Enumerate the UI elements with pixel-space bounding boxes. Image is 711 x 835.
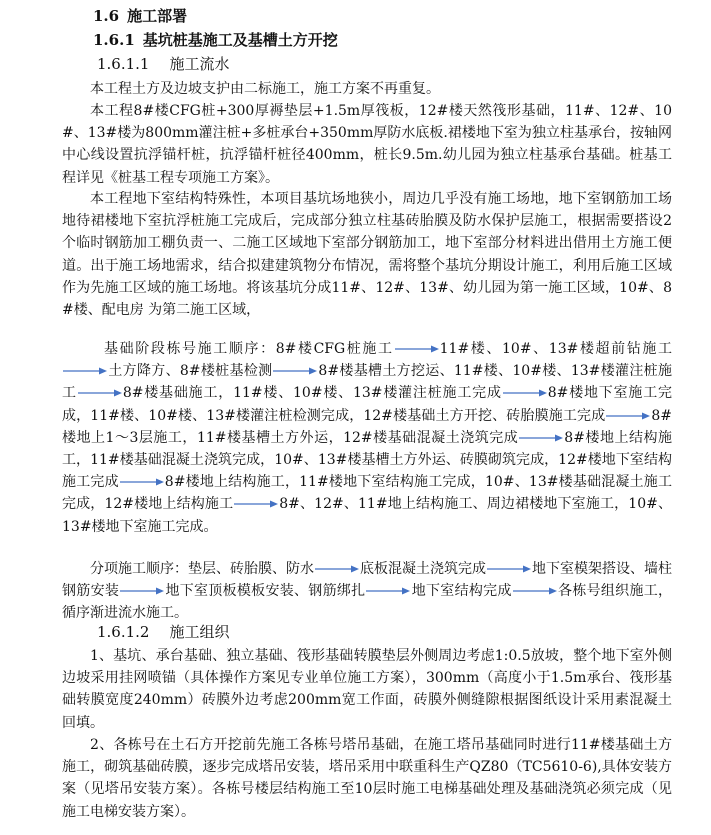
section-title: 施工部署 <box>127 7 188 25</box>
right-arrow-icon <box>63 366 107 376</box>
right-arrow-icon <box>315 564 359 574</box>
sequence-step: 地下室顶板模板安装、钢筋绑扎 <box>165 583 366 600</box>
paragraph-slope-support <box>62 645 672 734</box>
section-heading <box>93 6 187 26</box>
sequence-step: 8#楼基槽土方挖运、11#楼、10#楼、13#楼灌注桩施工 <box>62 363 672 402</box>
sequence-step: 8#楼地下室施工完成，11#楼、10#楼、13#楼灌注桩检测完成，12#楼基础土方开挖、砖胎膜施工完成 <box>62 385 673 424</box>
subsubsection-heading-flow <box>97 54 230 74</box>
sequence-step: 土方降方、8#楼桩基检测 <box>108 363 273 380</box>
sequence-step: 8#楼基础施工，11#楼、10#楼、13#楼灌注桩施工完成 <box>122 385 502 402</box>
right-arrow-icon <box>513 586 557 596</box>
subsubsection-number: 1.6.1.2 <box>97 623 150 641</box>
right-arrow-icon <box>487 564 531 574</box>
paragraph-item-sequence <box>62 558 672 625</box>
paragraph-site-zoning <box>62 188 672 321</box>
paragraph-earthwork-note <box>62 78 672 100</box>
sequence-step: 8#楼地上1～3层施工，11#楼基槽土方外运，12#楼基础混凝土浇筑完成 <box>62 407 672 446</box>
subsection-heading <box>93 30 338 50</box>
right-arrow-icon <box>606 411 650 421</box>
paragraph-text: 1、基坑、承台基础、独立基础、筏形基础转膜垫层外侧周边考虑1:0.5放坡，整个地下室外侧边坡采用挂网喷锚（具体操作方案见专业单位施工方案），300mm（高度小于1.5m承台、筏形基础转膜宽度240mm）砖膜外边考虑200mm宽工作面，砖膜外侧缝隙根据图纸设计采用素混凝土回填。 <box>62 648 672 731</box>
right-arrow-icon <box>120 586 164 596</box>
sequence-step: 分项施工顺序：垫层、砖胎膜、防水 <box>90 561 314 577</box>
right-arrow-icon <box>78 388 122 398</box>
subsubsection-title: 施工组织 <box>169 623 230 641</box>
subsubsection-number: 1.6.1.1 <box>97 55 150 73</box>
right-arrow-icon <box>395 344 439 354</box>
right-arrow-icon <box>503 388 547 398</box>
subsection-title: 基坑桩基施工及基槽土方开挖 <box>142 31 338 49</box>
right-arrow-icon <box>273 366 317 376</box>
paragraph-tower-crane <box>62 734 672 823</box>
right-arrow-icon <box>120 477 164 487</box>
sequence-step: 各栋号组织施工，循序渐进流水施工。 <box>62 583 673 622</box>
sequence-step: 11#楼、10#、13#楼超前钻施工 <box>439 341 672 357</box>
paragraph-text: 本工程8#楼CFG桩+300厚褥垫层+1.5m厚筏板，12#楼天然筏形基础，11#、12#、10#、13#楼为800mm灌注桩+多桩承台+350mm厚防水底板.裙楼地下室为独立柱基承台，按轴网中心线设置抗浮锚杆桩，抗浮锚杆桩径400mm，桩长9.5m.幼儿园为独立柱基承台基础。桩基工程详见《桩基工程专项施工方案》。 <box>62 103 672 186</box>
subsection-number: 1.6.1 <box>93 31 135 49</box>
sequence-step: 地下室模架搭设、墙柱钢筋安装 <box>62 561 672 600</box>
subsubsection-heading-organization <box>97 622 230 642</box>
sequence-step: 8#、12#、11#地上结构施工、周边裙楼地下室施工，10#、13#楼地下室施工完成。 <box>62 496 672 535</box>
sequence-step: 地下室结构完成 <box>411 583 512 600</box>
sequence-step: 8#楼地上结构施工，11#楼地下室结构施工完成，10#、13#楼基础混凝土施工完成，12#楼地上结构施工 <box>62 474 673 513</box>
right-arrow-icon <box>519 433 563 443</box>
paragraph-text: 2、各栋号在土石方开挖前先施工各栋号塔吊基础，在施工塔吊基础同时进行11#楼基础土方施工，砌筑基础砖膜，逐步完成塔吊安装，塔吊采用中联重科生产QZ80（TC5610-6),具体安装方案（见塔吊安装方案）。各栋号楼层结构施工至10层时施工电梯基础处理及基础浇筑必须完成（见施工电梯安装方案）。 <box>62 737 672 820</box>
paragraph-foundation-types <box>62 100 672 189</box>
paragraph-building-sequence <box>62 338 672 538</box>
section-number: 1.6 <box>93 7 120 25</box>
right-arrow-icon <box>366 586 410 596</box>
paragraph-text: 本工程土方及边坡支护由二标施工，施工方案不再重复。 <box>90 81 440 97</box>
sequence-step: 基础阶段栋号施工顺序：8#楼CFG桩施工 <box>104 341 394 357</box>
subsubsection-title: 施工流水 <box>169 55 230 73</box>
sequence-step: 底板混凝土浇筑完成 <box>360 561 486 577</box>
paragraph-text: 本工程地下室结构特殊性，本项目基坑场地狭小，周边几乎没有施工场地，地下室钢筋加工场地待裙楼地下室抗浮桩施工完成后，完成部分独立柱基砖胎膜及防水保护层施工，根据需要搭设2个临时钢筋加工棚负责一、二施工区域地下室部分钢筋加工，地下室部分材料进出借用土方施工便道。出于施工场地需求，结合拟建建筑物分布情况，需将整个基坑分期设计施工，利用后施工区域作为先施工区域的施工场地。将该基坑分成11#、12#、13#、幼儿园为第一施工区域，10#、8#楼、配电房 为第二施工区域， <box>62 191 672 319</box>
right-arrow-icon <box>234 499 278 509</box>
sequence-step: 8#楼地上结构施工，11#楼基础混凝土浇筑完成，10#、13#楼基槽土方外运、砖膜砌筑完成，12#楼地下室结构施工完成 <box>62 429 672 491</box>
